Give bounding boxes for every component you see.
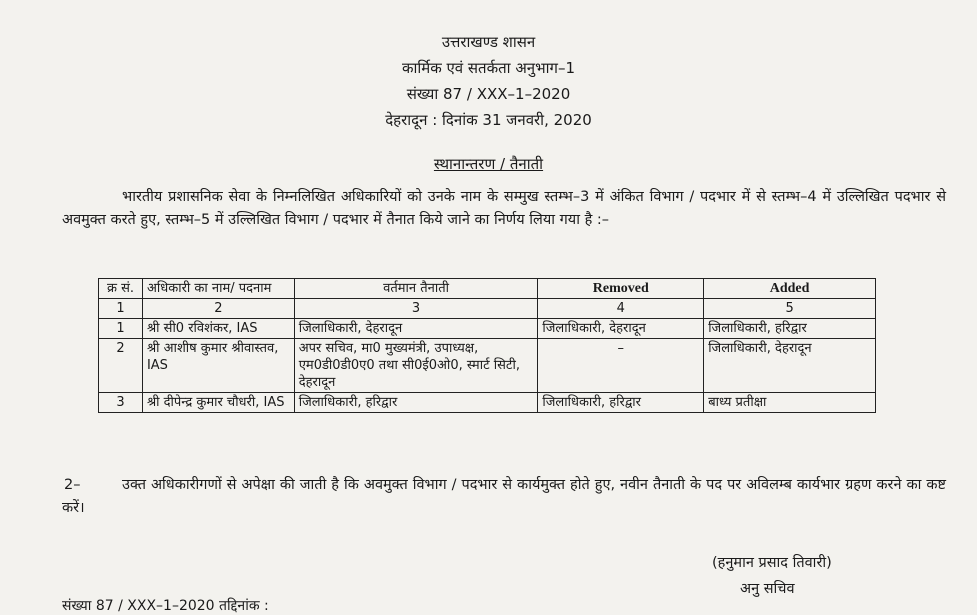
row-added: जिलाधिकारी, हरिद्वार — [704, 319, 876, 339]
row-removed: जिलाधिकारी, हरिद्वार — [538, 393, 704, 413]
paragraph-1 — [62, 186, 946, 232]
row-removed: – — [538, 339, 704, 393]
table-header-row — [99, 279, 876, 299]
header-current-posting: वर्तमान तैनाती — [294, 279, 538, 299]
col-number: 3 — [294, 299, 538, 319]
row-officer-name: श्री सी0 रविशंकर, IAS — [142, 319, 294, 339]
header-added: Added — [704, 279, 876, 299]
header-serial: क्र सं. — [99, 279, 143, 299]
column-number-row — [99, 299, 876, 319]
row-officer-name: श्री दीपेन्द्र कुमार चौधरी, IAS — [142, 393, 294, 413]
row-added: जिलाधिकारी, देहरादून — [704, 339, 876, 393]
row-serial: 3 — [99, 393, 143, 413]
row-officer-name: श्री आशीष कुमार श्रीवास्तव, IAS — [142, 339, 294, 393]
row-current-posting: जिलाधिकारी, देहरादून — [294, 319, 538, 339]
paragraph-1-text: भारतीय प्रशासनिक सेवा के निम्नलिखित अधिकारियों को उनके नाम के सम्मुख स्तम्भ–3 में अंकित विभाग / पदभार में से स्तम्भ–4 में उल्लिखित पदभार से अवमुक्त करते हुए, स्तम्भ–5 में उल्लिखित विभाग / पदभार में तैनात किये जाने का निर्णय लिया गया है :– — [62, 189, 946, 228]
signatory-designation: अनु सचिव — [740, 581, 795, 597]
row-serial: 2 — [99, 339, 143, 393]
row-serial: 1 — [99, 319, 143, 339]
table-row — [99, 339, 876, 393]
col-number: 4 — [538, 299, 704, 319]
department-line: कार्मिक एवं सतर्कता अनुभाग–1 — [401, 59, 576, 77]
reference-number: संख्या 87 / XXX–1–2020 — [406, 85, 571, 103]
col-number: 2 — [142, 299, 294, 319]
place-date: देहरादून : दिनांक 31 जनवरी, 2020 — [385, 111, 592, 129]
paragraph-2-text: उक्त अधिकारीगणों से अपेक्षा की जाती है कि अवमुक्त विभाग / पदभार से कार्यमुक्त होते हुए, नवीन तैनाती के पद पर अविलम्ब कार्यभार ग्रहण करने का कष्ट करें। — [62, 477, 946, 516]
col-number: 5 — [704, 299, 876, 319]
table-row — [99, 393, 876, 413]
header-removed: Removed — [538, 279, 704, 299]
govt-title: उत्तराखण्ड शासन — [441, 33, 536, 51]
subject-heading: स्थानान्तरण / तैनाती — [433, 155, 544, 173]
header-officer-name: अधिकारी का नाम/ पदनाम — [142, 279, 294, 299]
row-added: बाध्य प्रतीक्षा — [704, 393, 876, 413]
signatory-name: (हनुमान प्रसाद तिवारी) — [712, 555, 832, 571]
paragraph-2-number: 2– — [64, 477, 81, 493]
row-current-posting: अपर सचिव, मा0 मुख्यमंत्री, उपाध्यक्ष, एम0डी0डी0ए0 तथा सी0ई0ओ0, स्मार्ट सिटी, देहरादून — [294, 339, 538, 393]
row-current-posting: जिलाधिकारी, हरिद्वार — [294, 393, 538, 413]
paragraph-2 — [62, 474, 946, 520]
col-number: 1 — [99, 299, 143, 319]
table-row — [99, 319, 876, 339]
footer-reference-partial: संख्या 87 / XXX–1–2020 तद्दिनांक : — [62, 598, 269, 614]
posting-table — [98, 278, 876, 413]
row-removed: जिलाधिकारी, देहरादून — [538, 319, 704, 339]
